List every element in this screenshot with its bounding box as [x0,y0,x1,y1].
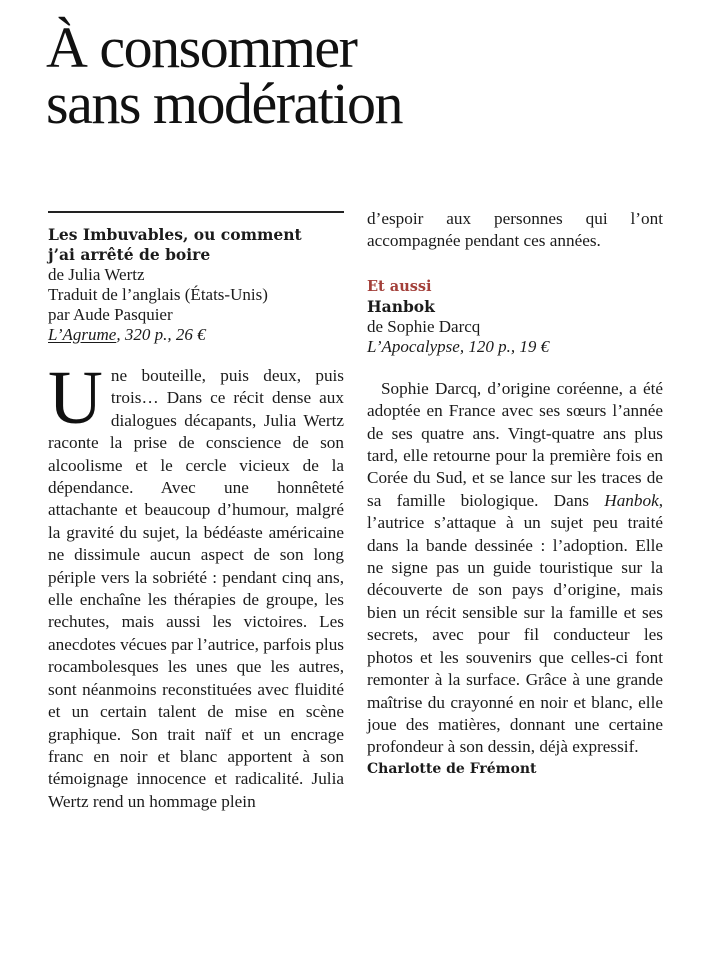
review-1-title-line-1: Les Imbuvables, ou comment [48,225,302,244]
review-1-publisher: L’Agrume [48,325,117,344]
author-signature: Charlotte de Frémont [367,760,537,777]
review-1-translation-2: par Aude Pasquier [48,305,173,324]
review-1-title-line-2: j’ai arrêté de boire [48,245,211,264]
left-column [48,211,344,813]
review-2-title: Hanbok [367,296,435,316]
review-1-body-text: ne bouteille, puis deux, puis trois… Dans ce récit dense aux dialogues décapants, Julia Wertz raconte la prise de conscience de son alcoolisme et le cercle vicieux de la dépendance. Avec une honnêteté attachante et beaucoup d’humour, malgré la gravité du sujet, la bédéaste américaine ne dissimule aucun aspect de son long périple vers la sobriété : pendant cinq ans, elle enchaîne les thérapies de groupe, les rechutes, mais aussi les victoires. Les anecdotes vécues par l’autrice, parfois plus rocambolesques les unes que les autres, sont néanmoins reconstituées avec fluidité et un certain talent de mise en scène graphique. Son trait naïf et un encrage franc en noir et blanc apportent à son témoignage innocence et radicalité. Julia Wertz rend un hommage plein [48,366,344,811]
review-2-body-part-1: Sophie Darcq, d’origine coréenne, a été adoptée en France avec ses sœurs l’année de ses quatre ans. Vingt-quatre ans plus tard, elle retourne pour la première fois en Corée du Sud, et se lance sur les traces de sa famille biologique. Dans [367,378,663,510]
review-1-body-continued: d’espoir aux personnes qui l’ont accompagnée pendant ces années. [367,209,663,251]
review-1-body [48,356,344,813]
right-column [367,208,663,779]
review-1-translation-1: Traduit de l’anglais (États-Unis) [48,285,268,304]
section-kicker: Et aussi [367,277,432,295]
review-2-author: de Sophie Darcq [367,316,481,336]
review-2-body [367,378,663,759]
review-1-dropcap: U [48,356,103,440]
headline [46,15,686,136]
review-2-book-info [367,297,663,357]
review-1-publisher-line [48,325,344,345]
review-2-publisher: L’Apocalypse, 120 p., 19 € [367,336,550,356]
headline-line-2: sans modération [46,71,403,136]
headline-line-1: À consommer [46,15,357,80]
review-1-book-info [48,225,344,345]
review-2-body-title: Hanbok [604,490,659,510]
review-2-body-part-2: , l’autrice s’attaque à un sujet peu traité dans la bande dessinée : l’adoption. Elle ne signe pas un guide touristique sur la découverte de son pays d’origine, mais bien un récit sensible sur la famille et ses secrets, avec pour fil conducteur les photos et les souvenirs que celles-ci font remonter à la surface. Grâce à une grande maîtrise du crayonné en noir et blanc, elle joue des matières, donnant une certaine profondeur à son dessin, déjà expressif. [367,490,663,757]
section-rule [48,211,344,213]
review-1-author: de Julia Wertz [48,265,145,284]
review-1-details: , 320 p., 26 € [116,325,206,344]
